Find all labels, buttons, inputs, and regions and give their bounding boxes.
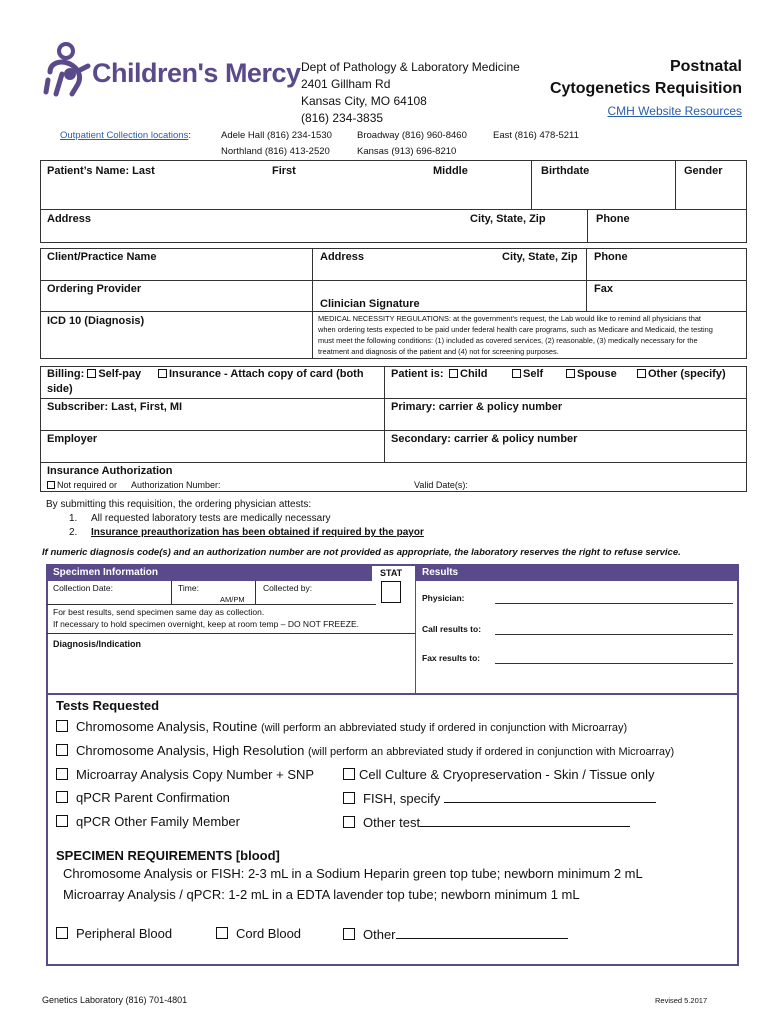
footer-lab-phone: Genetics Laboratory (816) 701-4801 xyxy=(42,995,188,1005)
medical-necessity-text: MEDICAL NECESSITY REGULATIONS: at the government’s request, the Lab would like to remind all physicians that when ordering tests expected to be paid under federal health care programs, such as Medicare and Medicaid, the testing must meet the following conditions: (1) included as covered services, (2) reasonable, (3) medically necessary for the treatment and diagnosis of the patient and (4) not for screening purposes. xyxy=(318,314,713,356)
location-broadway: Broadway (816) 960-8460 xyxy=(357,130,467,141)
patient-address-label: Address xyxy=(47,213,92,225)
insurance-authorization-label: Insurance Authorization xyxy=(47,465,173,477)
qpcr-other-label: qPCR Other Family Member xyxy=(76,814,240,829)
fish-label: FISH, specify xyxy=(363,791,441,806)
specimen-info-title: Specimen Information xyxy=(53,567,159,578)
cell-culture-checkbox[interactable] xyxy=(343,768,355,780)
peripheral-blood-label: Peripheral Blood xyxy=(76,926,173,941)
specimen-info-header xyxy=(47,565,372,581)
results-header xyxy=(416,565,738,581)
self-pay-checkbox[interactable] xyxy=(87,369,96,378)
fish-checkbox[interactable] xyxy=(343,792,355,804)
locations-colon: : xyxy=(188,130,191,141)
gender-label: Gender xyxy=(684,165,723,177)
time-label: Time: xyxy=(178,583,199,593)
dept-name: Dept of Pathology & Laboratory Medicine xyxy=(301,60,520,74)
cord-blood-checkbox[interactable] xyxy=(216,927,228,939)
specimen-requirements-heading: SPECIMEN REQUIREMENTS [blood] xyxy=(56,848,280,863)
attest-item1-num: 1. xyxy=(69,513,78,524)
client-address-label: Address xyxy=(320,251,365,263)
employer-label: Employer xyxy=(47,433,98,445)
qpcr-other-checkbox[interactable] xyxy=(56,815,68,827)
chromosome-highres-note: (will perform an abbreviated study if ordered in conjunction with Microarray) xyxy=(307,746,675,758)
dept-phone: (816) 234-3835 xyxy=(301,111,384,125)
subscriber-label: Subscriber: Last, First, MI xyxy=(47,401,183,413)
physician-label: Physician: xyxy=(422,593,465,603)
other-sample-checkbox[interactable] xyxy=(343,928,355,940)
physician-field[interactable] xyxy=(495,603,733,604)
location-kansas: Kansas (913) 696-8210 xyxy=(357,146,457,157)
client-phone-label: Phone xyxy=(594,251,628,263)
requirement-line2: Microarray Analysis / qPCR: 1-2 mL in a EDTA lavender top tube; newborn minimum 1 mL xyxy=(63,887,580,902)
other-sample-field[interactable] xyxy=(396,926,568,939)
form-title-line2: Cytogenetics Requisition xyxy=(549,80,742,97)
refuse-service-warning: If numeric diagnosis code(s) and an authorization number are not provided as appropriate, the laboratory reserves the right to refuse service. xyxy=(42,547,681,558)
diagnosis-indication-label: Diagnosis/Indication xyxy=(53,639,142,649)
dept-city: Kansas City, MO 64108 xyxy=(301,94,427,108)
location-east: East (816) 478-5211 xyxy=(493,130,579,141)
patient-is-label: Patient is: xyxy=(391,368,444,380)
qpcr-parent-label: qPCR Parent Confirmation xyxy=(76,790,230,805)
logo-figure-icon xyxy=(42,42,92,98)
spouse-label: Spouse xyxy=(577,368,617,380)
other-specify-label: Other (specify) xyxy=(648,368,726,380)
collection-date-label: Collection Date: xyxy=(53,583,114,593)
client-practice-label: Client/Practice Name xyxy=(47,251,157,263)
other-sample-label: Other xyxy=(363,927,396,942)
authorization-number-label: Authorization Number: xyxy=(131,480,221,490)
tests-requested-heading: Tests Requested xyxy=(56,698,160,713)
patient-last-label: Patient’s Name: Last xyxy=(47,165,155,177)
attest-item2-num: 2. xyxy=(69,527,78,538)
self-label: Self xyxy=(523,368,544,380)
cord-blood-label: Cord Blood xyxy=(236,926,302,941)
best-results-note: For best results, send specimen same day as collection. xyxy=(53,607,265,617)
patient-city-label: City, State, Zip xyxy=(470,213,546,225)
not-required-checkbox[interactable] xyxy=(47,481,55,489)
chromosome-highres-label: Chromosome Analysis, High Resolution xyxy=(76,743,305,758)
form-title-line1: Postnatal xyxy=(669,58,742,75)
logo-text: Children's Mercy xyxy=(92,58,301,88)
diagnosis-indication-field[interactable] xyxy=(47,650,415,694)
dept-street: 2401 Gillham Rd xyxy=(301,77,391,91)
resources-link[interactable]: CMH Website Resources xyxy=(607,104,742,118)
peripheral-blood-checkbox[interactable] xyxy=(56,927,68,939)
specimen-divider xyxy=(415,565,416,694)
locations-link[interactable]: Outpatient Collection locations xyxy=(60,130,189,141)
secondary-carrier-label: Secondary: carrier & policy number xyxy=(391,433,578,445)
footer-revised: Revised 5.2017 xyxy=(655,996,708,1005)
spouse-checkbox[interactable] xyxy=(566,369,575,378)
logo xyxy=(42,42,301,98)
primary-carrier-label: Primary: carrier & policy number xyxy=(391,401,563,413)
valid-dates-label: Valid Date(s): xyxy=(414,480,468,490)
attest-item1: All requested laboratory tests are medically necessary xyxy=(91,513,331,524)
child-checkbox[interactable] xyxy=(449,369,458,378)
patient-middle-label: Middle xyxy=(433,165,468,177)
results-title: Results xyxy=(422,567,459,578)
other-checkbox[interactable] xyxy=(637,369,646,378)
hold-overnight-note: If necessary to hold specimen overnight, keep at room temp – DO NOT FREEZE. xyxy=(53,619,359,629)
requirement-line1: Chromosome Analysis or FISH: 2-3 mL in a Sodium Heparin green top tube; newborn minimum 2 mL xyxy=(63,866,643,881)
location-adele: Adele Hall (816) 234-1530 xyxy=(221,130,332,141)
other-test-label: Other test xyxy=(363,815,421,830)
fax-results-field[interactable] xyxy=(495,663,733,664)
other-test-field[interactable] xyxy=(420,814,630,827)
chromosome-routine-checkbox[interactable] xyxy=(56,720,68,732)
chromosome-routine-label: Chromosome Analysis, Routine xyxy=(76,719,258,734)
fish-specify-field[interactable] xyxy=(444,790,656,803)
insurance-checkbox[interactable] xyxy=(158,369,167,378)
fax-label: Fax xyxy=(594,283,613,295)
clinician-signature-label: Clinician Signature xyxy=(320,298,420,310)
insurance-label: Insurance - Attach copy of card (both xyxy=(169,368,364,380)
self-pay-label: Self-pay xyxy=(98,368,142,380)
attest-intro: By submitting this requisition, the ordering physician attests: xyxy=(46,499,312,510)
ordering-provider-label: Ordering Provider xyxy=(47,283,142,295)
patient-first-label: First xyxy=(272,165,296,177)
call-results-label: Call results to: xyxy=(422,624,482,634)
specimen-row-divider xyxy=(47,633,415,634)
other-test-checkbox[interactable] xyxy=(343,816,355,828)
attest-item2: Insurance preauthorization has been obtained if required by the payor xyxy=(91,527,424,538)
birthdate-label: Birthdate xyxy=(541,165,590,177)
self-checkbox[interactable] xyxy=(512,369,521,378)
call-results-field[interactable] xyxy=(495,634,733,635)
microarray-label: Microarray Analysis Copy Number + SNP xyxy=(76,767,315,782)
chromosome-routine-note: (will perform an abbreviated study if ordered in conjunction with Microarray) xyxy=(260,722,628,734)
billing-label: Billing: xyxy=(47,368,85,380)
child-label: Child xyxy=(460,368,488,380)
icd10-label: ICD 10 (Diagnosis) xyxy=(47,315,145,327)
patient-phone-label: Phone xyxy=(596,213,630,225)
cell-culture-label: Cell Culture & Cryopreservation - Skin / Tissue only xyxy=(359,767,655,782)
chromosome-highres-checkbox[interactable] xyxy=(56,744,68,756)
stat-checkbox[interactable] xyxy=(381,581,401,603)
microarray-checkbox[interactable] xyxy=(56,768,68,780)
not-required-label: Not required or xyxy=(57,480,118,490)
ampm-label: AM/PM xyxy=(220,595,245,604)
fax-results-label: Fax results to: xyxy=(422,653,481,663)
qpcr-parent-checkbox[interactable] xyxy=(56,791,68,803)
client-city-label: City, State, Zip xyxy=(502,251,578,263)
stat-label: STAT xyxy=(380,568,403,578)
location-northland: Northland (816) 413-2520 xyxy=(221,146,330,157)
insurance-side-label: side) xyxy=(47,383,73,395)
collected-by-label: Collected by: xyxy=(263,583,313,593)
